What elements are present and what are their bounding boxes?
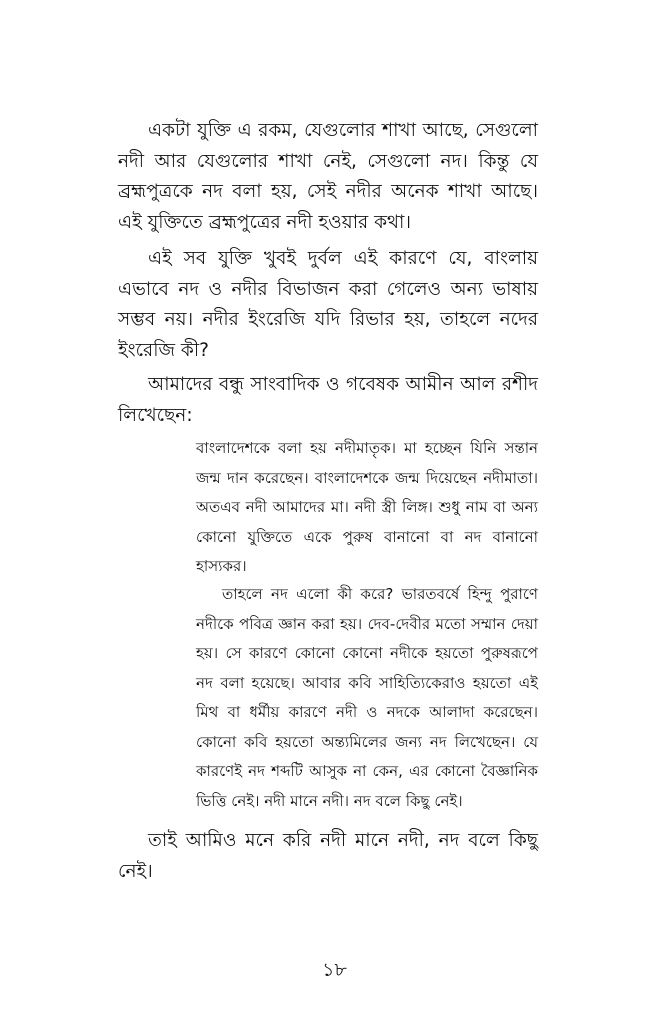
paragraph-quote-intro: আমাদের বন্ধু সাংবাদিক ও গবেষক আমীন আল রশীদ লিখেছেন: bbox=[118, 374, 538, 426]
page-number: ১৮ bbox=[322, 959, 347, 981]
paragraph-conclusion: তাই আমিও মনে করি নদী মানে নদী, নদ বলে কিছু নেই। bbox=[118, 830, 538, 882]
quote-paragraph-origin: তাহলে নদ এলো কী করে? ভারতবর্ষে হিন্দু পুরাণে নদীকে পবিত্র জ্ঞান করা হয়। দেব-দেবীর মতো সম্মান দেয়া হয়। সে কারণে কোনো কোনো নদীকে হয়তো পুরুষরূপে নদ বলা হয়েছে। আবার কবি সাহিত্যিকেরাও হয়তো এই মিথ বা ধর্মীয় কারণে নদী ও নদকে আলাদা করেছেন। কোনো কবি হয়তো অন্ত্যমিলের জন্য নদ লিখেছেন। যে কারণেই নদ শব্দটি আসুক না কেন, এর কোনো বৈজ্ঞানিক ভিত্তি নেই। নদী মানে নদী। নদ বলে কিছু নেই। bbox=[196, 585, 538, 810]
paragraph-weak-argument: এই সব যুক্তি খুবই দুর্বল এই কারণে যে, বাংলায় এভাবে নদ ও নদীর বিভাজন করা গেলেও অন্য ভাষায় সম্ভব নয়। নদীর ইংরেজি যদি রিভার হয়, তাহলে নদের ইংরেজি কী? bbox=[118, 248, 538, 361]
paragraph-branch-argument: একটা যুক্তি এ রকম, যেগুলোর শাখা আছে, সেগুলো নদী আর যেগুলোর শাখা নেই, সেগুলো নদ। কিন্তু যে ব্রহ্মপুত্রকে নদ বলা হয়, সেই নদীর অনেক শাখা আছে। এই যুক্তিতে ব্রহ্মপুত্রের নদী হওয়ার কথা। bbox=[118, 120, 538, 233]
quote-paragraph-motherland: বাংলাদেশকে বলা হয় নদীমাতৃক। মা হচ্ছেন যিনি সন্তান জন্ম দান করেছেন। বাংলাদেশকে জন্ম দিয়েছেন নদীমাতা। অতএব নদী আমাদের মা। নদী স্ত্রী লিঙ্গ। শুধু নাম বা অন্য কোনো যুক্তিতে একে পুরুষ বানানো বা নদ বানানো হাস্যকর। bbox=[196, 439, 538, 575]
